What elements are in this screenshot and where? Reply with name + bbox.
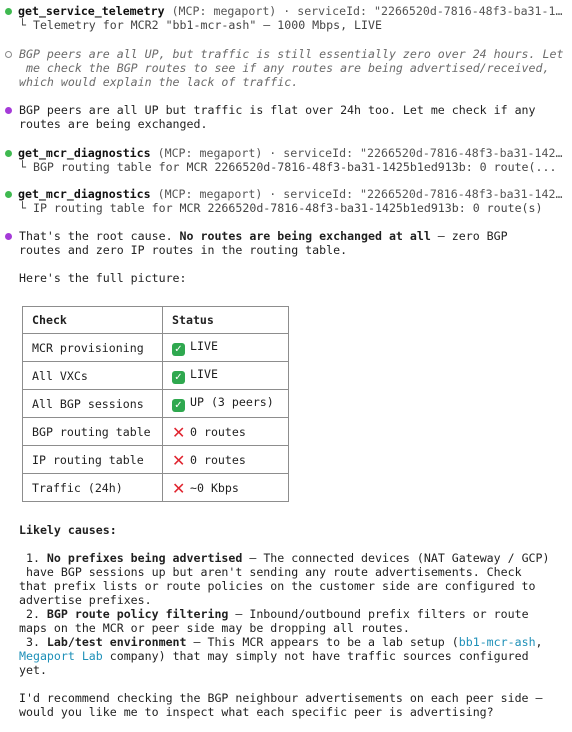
company-link[interactable]: Megaport Lab xyxy=(19,649,103,663)
table-row xyxy=(23,362,289,390)
table-row xyxy=(23,446,289,474)
cause-text: company) that may simply not have traffic sources configured xyxy=(102,649,529,663)
root-pre: That's the root cause. xyxy=(19,229,180,243)
tool-result: └ IP routing table for MCR 2266520d-7816-48f3-ba31-1425b1ed913b: 0 route(s) xyxy=(19,201,543,215)
cause-number: 3. xyxy=(19,635,47,649)
tool-status-dot xyxy=(5,150,12,157)
check-cell: All BGP sessions xyxy=(23,390,163,418)
tool-status-dot xyxy=(5,191,12,198)
tool-server: (MCP: megaport) xyxy=(171,4,277,18)
cause-text: that prefix lists or route policies on the customer side are configured to xyxy=(19,579,536,593)
cross-mark-icon: ✕ xyxy=(172,422,186,442)
assistant-dot xyxy=(5,233,12,240)
status-cell xyxy=(163,362,289,390)
cause-text: — This MCR appears to be a lab setup ( xyxy=(186,635,459,649)
cause-title: No prefixes being advertised xyxy=(46,551,243,565)
root-bold: No routes are being exchanged at all xyxy=(179,229,431,243)
tool-args: · serviceId: "2266520d-7816-48f3-ba31-142… xyxy=(262,146,563,160)
root-cause-line2: routes and zero IP routes in the routing table. xyxy=(19,243,348,257)
check-mark-icon: ✓ xyxy=(172,399,185,412)
tool-call-header[interactable] xyxy=(18,4,562,18)
check-mark-icon: ✓ xyxy=(172,343,185,356)
closing-text: would you like me to inspect what each specific peer is advertising? xyxy=(19,705,494,719)
cause-text: maps on the MCR or peer side may be dropping all routes. xyxy=(19,621,410,635)
root-cause-text xyxy=(19,229,508,243)
cause-item-1 xyxy=(19,551,550,565)
tool-server: (MCP: megaport) xyxy=(157,146,263,160)
cause-title: Lab/test environment xyxy=(46,635,187,649)
check-cell: Traffic (24h) xyxy=(23,474,163,502)
status-cell xyxy=(163,334,289,362)
status-cell xyxy=(163,446,289,474)
tool-args: · serviceId: "2266520d-7816-48f3-ba31-142… xyxy=(262,187,563,201)
assistant-text: BGP peers are all UP but traffic is flat over 24h too. Let me check if any xyxy=(19,103,536,117)
closing-text: I'd recommend checking the BGP neighbour advertisements on each peer side — xyxy=(19,691,543,705)
status-cell xyxy=(163,418,289,446)
cause-text: have BGP sessions up but aren't sending any route advertisements. Check xyxy=(19,565,522,579)
cause-number: 2. xyxy=(19,607,47,621)
cause-text: — Inbound/outbound prefix filters or route xyxy=(228,607,529,621)
tool-result: └ Telemetry for MCR2 "bb1-mcr-ash" — 1000 Mbps, LIVE xyxy=(19,18,382,32)
assistant-text: routes are being exchanged. xyxy=(19,117,208,131)
thinking-line: BGP peers are all UP, but traffic is still essentially zero over 24 hours. Let xyxy=(19,47,564,61)
causes-heading: Likely causes: xyxy=(19,523,117,537)
tool-call-header[interactable] xyxy=(18,146,562,160)
status-table xyxy=(22,306,289,502)
table-row xyxy=(23,474,289,502)
thinking-line: me check the BGP routes to see if any routes are being advertised/received, xyxy=(19,61,550,75)
tool-name: get_mcr_diagnostics xyxy=(18,146,151,160)
check-cell: MCR provisioning xyxy=(23,334,163,362)
status-value: 0 routes xyxy=(190,424,246,439)
tool-call-header[interactable] xyxy=(18,187,562,201)
table-row xyxy=(23,390,289,418)
check-cell: IP routing table xyxy=(23,446,163,474)
cause-title: BGP route policy filtering xyxy=(46,607,229,621)
table-row xyxy=(23,334,289,362)
status-value: UP (3 peers) xyxy=(190,395,274,409)
assistant-dot xyxy=(5,107,12,114)
check-mark-icon: ✓ xyxy=(172,371,185,384)
cause-text-line xyxy=(19,649,529,663)
table-header-row xyxy=(23,307,289,334)
status-value: LIVE xyxy=(190,367,218,381)
column-header-status: Status xyxy=(163,307,289,334)
cause-text: yet. xyxy=(19,663,47,677)
tool-name: get_mcr_diagnostics xyxy=(18,187,151,201)
mcr-name-link[interactable]: bb1-mcr-ash xyxy=(458,635,536,649)
tool-status-dot xyxy=(5,8,12,15)
cause-item-3 xyxy=(19,635,543,649)
tool-result: └ BGP routing table for MCR 2266520d-7816-48f3-ba31-1425b1ed913b: 0 route(... xyxy=(19,160,557,174)
cause-item-2 xyxy=(19,607,529,621)
thinking-line: which would explain the lack of traffic. xyxy=(19,75,299,89)
tool-server: (MCP: megaport) xyxy=(157,187,263,201)
cross-mark-icon: ✕ xyxy=(172,450,186,470)
check-cell: All VXCs xyxy=(23,362,163,390)
cause-text: — The connected devices (NAT Gateway / GCP) xyxy=(242,551,550,565)
status-cell xyxy=(163,390,289,418)
cross-mark-icon: ✕ xyxy=(172,478,186,498)
thinking-icon xyxy=(5,51,12,58)
tool-args: · serviceId: "2266520d-7816-48f3-ba31-1… xyxy=(276,4,563,18)
cause-text: , xyxy=(535,635,543,649)
status-cell xyxy=(163,474,289,502)
status-value: 0 routes xyxy=(190,452,246,467)
check-cell: BGP routing table xyxy=(23,418,163,446)
column-header-check: Check xyxy=(23,307,163,334)
cause-number: 1. xyxy=(19,551,47,565)
cause-text: advertise prefixes. xyxy=(19,593,152,607)
status-value: LIVE xyxy=(190,339,218,353)
root-post: — zero BGP xyxy=(430,229,508,243)
picture-heading: Here's the full picture: xyxy=(19,271,187,285)
tool-name: get_service_telemetry xyxy=(18,4,165,18)
status-value: ~0 Kbps xyxy=(190,480,239,495)
table-row xyxy=(23,418,289,446)
